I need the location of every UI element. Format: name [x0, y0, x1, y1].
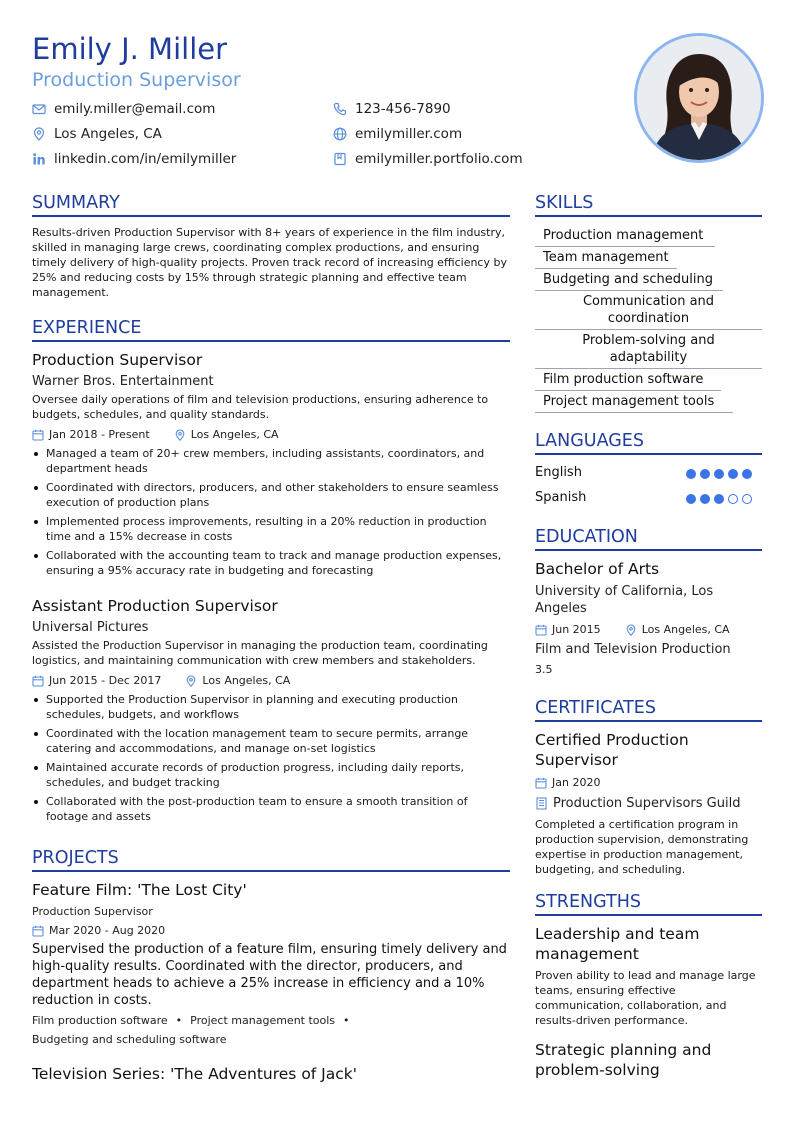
skill-item: Production management — [535, 225, 715, 247]
location-pin-icon — [185, 675, 197, 687]
certificate-issuer-row — [535, 795, 762, 812]
strength-title: Leadership and team management — [535, 925, 700, 963]
level-dot-filled — [714, 494, 724, 504]
company-name: Universal Pictures — [32, 620, 149, 635]
skill-item: Film production software — [535, 369, 721, 391]
certificate-entry — [535, 730, 762, 877]
job-description: Oversee daily operations of film and television productions, ensuring adherence to budgets, schedules, and quality standards. — [32, 393, 489, 421]
certificate-name: Certified Production Supervisor — [535, 731, 689, 769]
location-pin-icon — [174, 429, 186, 441]
job-location: Los Angeles, CA — [202, 674, 291, 687]
languages-heading: LANGUAGES — [535, 430, 762, 455]
education-entry — [535, 559, 762, 677]
skill-item — [535, 330, 762, 369]
project-role: Production Supervisor — [32, 905, 153, 918]
job-title-subtitle: Production Supervisor — [32, 69, 241, 91]
job-entry — [32, 596, 510, 828]
job-location: Los Angeles, CA — [190, 428, 279, 441]
tag: Budgeting and scheduling software — [32, 1033, 227, 1046]
email-icon — [32, 102, 46, 116]
calendar-icon — [32, 429, 44, 441]
location-text: Los Angeles, CA — [54, 126, 162, 142]
list-item: Collaborated with the post-production team to ensure a smooth transition of footage and assets — [32, 794, 502, 824]
degree: Bachelor of Arts — [535, 560, 660, 578]
strength-description: Proven ability to lead and manage large teams, ensuring effective communication, collaboration, and results-driven performance. — [535, 969, 756, 1027]
certificate-date: Jan 2020 — [552, 776, 601, 789]
contact-linkedin[interactable] — [32, 150, 236, 168]
project-title: Television Series: 'The Adventures of Jack' — [32, 1065, 358, 1083]
level-dot-filled — [728, 469, 738, 479]
calendar-icon — [535, 777, 547, 789]
job-dates: Jan 2018 - Present — [49, 428, 150, 441]
tag: Film production software — [32, 1014, 168, 1027]
level-dot-filled — [700, 469, 710, 479]
contact-portfolio[interactable] — [333, 150, 523, 168]
strengths-heading: STRENGTHS — [535, 891, 762, 916]
contact-website[interactable] — [333, 125, 462, 143]
contact-phone[interactable] — [333, 100, 451, 118]
level-dot-filled — [686, 469, 696, 479]
school: University of California, Los Angeles — [535, 584, 714, 616]
linkedin-icon — [32, 152, 46, 166]
strength-entry — [535, 924, 762, 1028]
calendar-icon — [32, 925, 44, 937]
job-meta — [32, 427, 510, 442]
phone-text: 123-456-7890 — [355, 101, 451, 117]
list-item: Implemented process improvements, resulting in a 20% reduction in production time and a 15% decrease in costs — [32, 514, 502, 544]
calendar-icon — [32, 675, 44, 687]
list-item: Coordinated with directors, producers, and other stakeholders to ensure seamless execution of production plans — [32, 480, 502, 510]
level-dot-filled — [686, 494, 696, 504]
email-text: emily.miller@email.com — [54, 101, 216, 117]
location-pin-icon — [625, 624, 637, 636]
certificate-meta — [535, 775, 762, 790]
calendar-icon — [535, 624, 547, 636]
language-name: Spanish — [535, 490, 587, 505]
language-level-dots — [686, 494, 752, 504]
project-tags — [32, 1011, 510, 1049]
summary-heading: SUMMARY — [32, 192, 510, 217]
project-title: Feature Film: 'The Lost City' — [32, 881, 247, 899]
list-item: Maintained accurate records of production progress, including daily reports, schedules, and budget tracking — [32, 760, 502, 790]
list-item: Supported the Production Supervisor in planning and executing production schedules, budgets, and workflows — [32, 692, 502, 722]
portfolio-text: emilymiller.portfolio.com — [355, 151, 523, 167]
company-name: Warner Bros. Entertainment — [32, 374, 214, 389]
certificate-description: Completed a certification program in production supervision, demonstrating expertise in production management, budgeting, and scheduling. — [535, 818, 749, 876]
list-item: Collaborated with the accounting team to track and manage production expenses, ensuring a 95% accuracy rate in budgeting and forecasting — [32, 548, 502, 578]
education-location: Los Angeles, CA — [641, 623, 730, 636]
certificates-heading: CERTIFICATES — [535, 697, 762, 722]
summary-text: Results-driven Production Supervisor with 8+ years of experience in the film industry, skilled in managing large crews, coordinating complex productions, and ensuring timely delivery of high-quality projects. Proven track record of increasing efficiency by 25% and reducing costs by 15% through strategic planning and effective team management. — [32, 226, 507, 299]
job-title: Assistant Production Supervisor — [32, 597, 278, 615]
building-icon — [535, 797, 548, 810]
project-description: Supervised the production of a feature film, ensuring timely delivery and high-quality results. Coordinated with the director, producers, and department heads to achieve a 25% increase in efficiency and a 10% reduction in costs. — [32, 942, 507, 1008]
projects-heading: PROJECTS — [32, 847, 510, 872]
job-dates: Jun 2015 - Dec 2017 — [49, 674, 162, 687]
tag-separator: • — [175, 1014, 183, 1027]
skills-heading: SKILLS — [535, 192, 762, 217]
skill-label: Problem-solving and adaptability — [582, 333, 715, 365]
skill-item: Team management — [535, 247, 677, 269]
list-item: Managed a team of 20+ crew members, including assistants, coordinators, and department heads — [32, 446, 502, 476]
certificate-issuer: Production Supervisors Guild — [553, 796, 741, 811]
level-dot-filled — [714, 469, 724, 479]
skill-item — [535, 291, 762, 330]
tag-separator: • — [343, 1014, 350, 1027]
project-dates: Mar 2020 - Aug 2020 — [49, 924, 166, 937]
level-dot-filled — [742, 469, 752, 479]
experience-heading: EXPERIENCE — [32, 317, 510, 342]
tag: Project management tools — [190, 1014, 336, 1027]
location-pin-icon — [32, 127, 46, 141]
candidate-name: Emily J. Miller — [32, 32, 228, 66]
linkedin-text: linkedin.com/in/emilymiller — [54, 151, 237, 167]
profile-photo — [634, 33, 764, 163]
level-dot-empty — [728, 494, 738, 504]
globe-icon — [333, 127, 347, 141]
contact-email[interactable] — [32, 100, 215, 118]
education-meta — [535, 622, 762, 637]
language-level-dots — [686, 469, 752, 479]
project-meta — [32, 923, 510, 938]
job-entry — [32, 350, 510, 582]
contact-location — [32, 125, 162, 143]
skill-item: Project management tools — [535, 391, 733, 413]
job-description: Assisted the Production Supervisor in managing the production team, coordinating logistics, and maintaining communication with crew members and stakeholders. — [32, 639, 488, 667]
job-title: Production Supervisor — [32, 351, 203, 369]
level-dot-empty — [742, 494, 752, 504]
skill-label: Communication and coordination — [582, 294, 715, 326]
skill-item: Budgeting and scheduling — [535, 269, 723, 291]
portfolio-icon — [333, 152, 347, 166]
phone-icon — [333, 102, 347, 116]
website-text: emilymiller.com — [355, 126, 463, 142]
strength-title: Strategic planning and problem-solving — [535, 1041, 712, 1079]
job-bullets — [32, 692, 502, 824]
gpa: 3.5 — [535, 663, 553, 676]
job-meta — [32, 673, 510, 688]
education-heading: EDUCATION — [535, 526, 762, 551]
job-bullets — [32, 446, 502, 578]
list-item: Coordinated with the location management team to secure permits, arrange catering and accommodations, and manage on-set logistics — [32, 726, 502, 756]
project-entry — [32, 880, 510, 1049]
education-date: Jun 2015 — [552, 623, 601, 636]
field-of-study: Film and Television Production — [535, 642, 731, 657]
language-name: English — [535, 465, 582, 480]
level-dot-filled — [700, 494, 710, 504]
